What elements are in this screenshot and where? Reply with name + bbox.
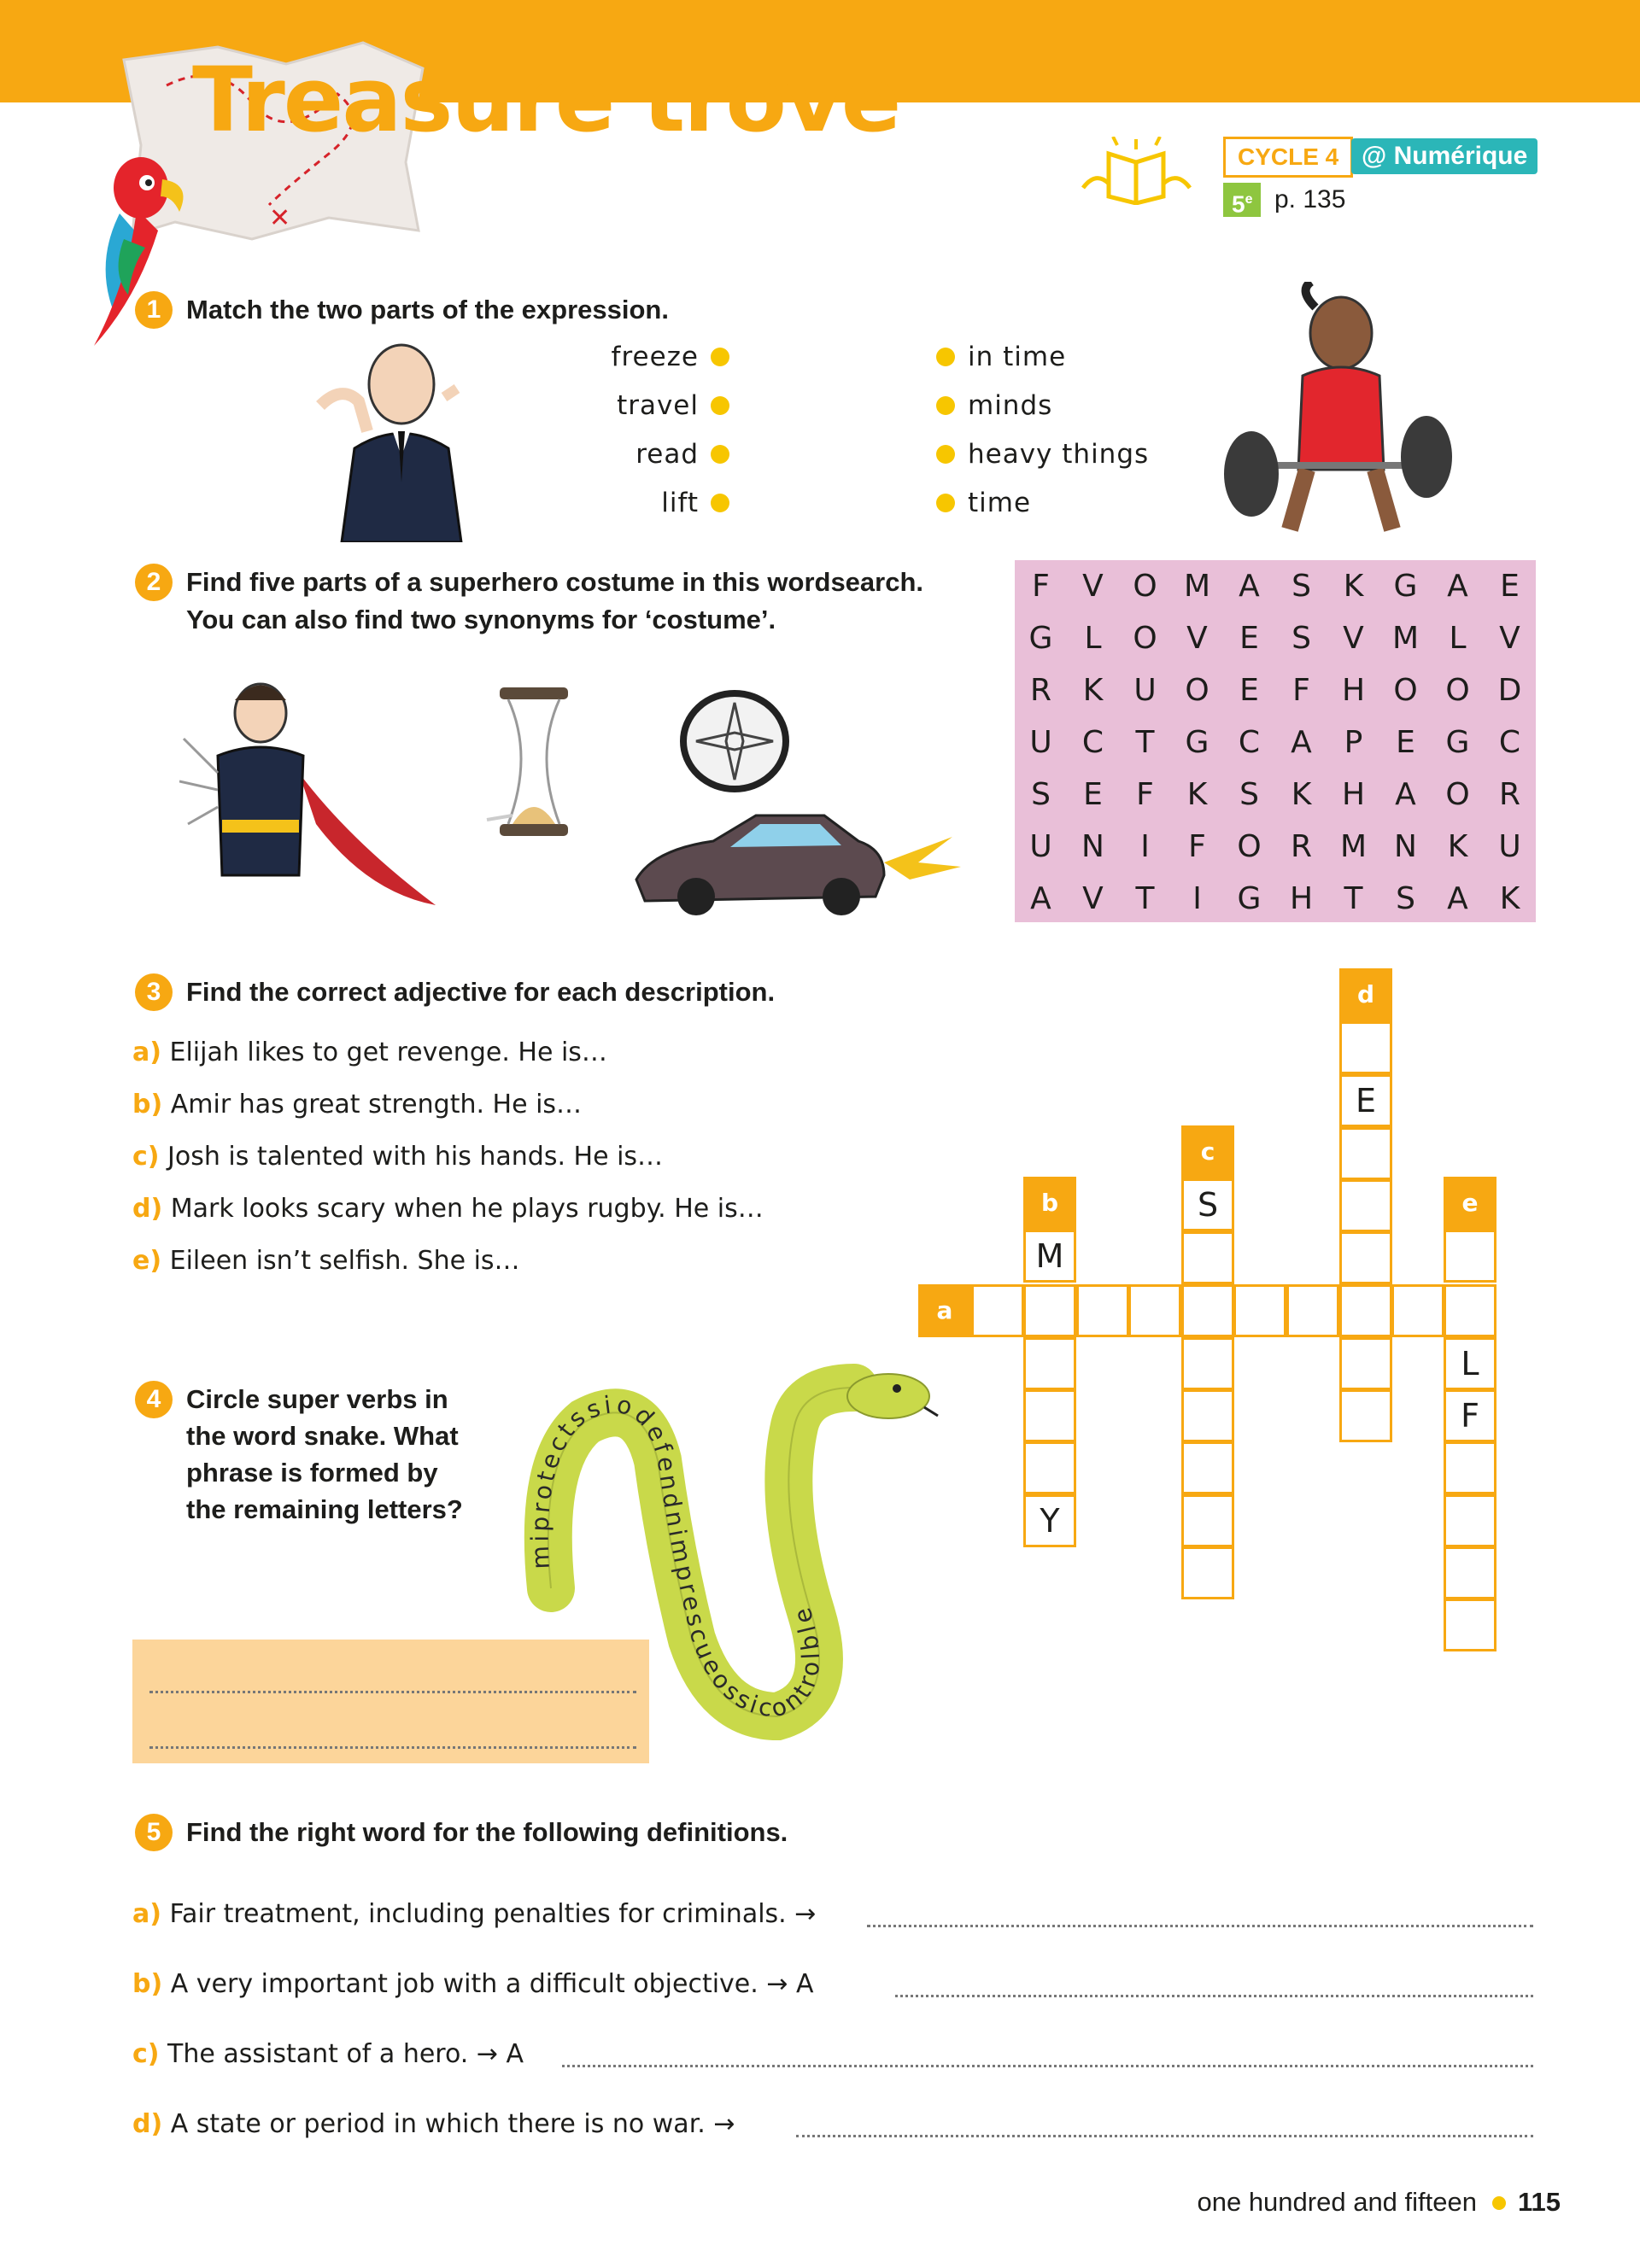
wordsearch-cell[interactable]: V — [1082, 881, 1104, 916]
match-dot-left-3[interactable] — [711, 445, 729, 464]
exercise-number-1: 1 — [135, 291, 173, 329]
wordsearch-cell[interactable]: E — [1239, 621, 1259, 656]
wordsearch-cell[interactable]: S — [1292, 621, 1311, 656]
wordsearch-row — [1015, 716, 1536, 769]
crossword-cell[interactable] — [1444, 1599, 1496, 1651]
page-title: Treasure trove — [192, 48, 900, 152]
wordsearch-cell[interactable]: G — [1028, 621, 1053, 656]
wordsearch-cell[interactable]: M — [1183, 569, 1211, 604]
wordsearch-cell[interactable]: K — [1447, 829, 1468, 864]
crossword-cell[interactable] — [1181, 1546, 1234, 1599]
match-right-1: in time — [968, 342, 1067, 372]
match-dot-left-2[interactable] — [711, 396, 729, 415]
match-right-4: time — [968, 488, 1032, 518]
item-text: The assistant of a hero. → A — [167, 2039, 524, 2069]
hourglass-illustration — [461, 687, 589, 837]
wordsearch-cell[interactable]: N — [1081, 829, 1104, 864]
wordsearch-cell[interactable]: G — [1445, 725, 1470, 760]
reading-book-icon — [1075, 137, 1198, 205]
crossword-cell[interactable] — [1128, 1284, 1181, 1337]
exercise-5-item-d — [132, 2106, 735, 2143]
exercise-number-3: 3 — [135, 973, 173, 1011]
level-badge — [1223, 183, 1261, 217]
wordsearch-cell[interactable]: R — [1498, 777, 1520, 812]
wordsearch-cell[interactable]: H — [1341, 777, 1366, 812]
crossword-cell[interactable] — [1444, 1284, 1496, 1337]
wordsearch-row — [1015, 664, 1536, 716]
digital-link-badge[interactable]: @ Numérique — [1351, 138, 1538, 174]
exercise-number-4: 4 — [135, 1381, 173, 1418]
wordsearch-cell[interactable]: E — [1239, 673, 1259, 708]
wordsearch-cell[interactable]: F — [1292, 673, 1310, 708]
crossword-cell[interactable]: F — [1444, 1389, 1496, 1442]
match-dot-right-2[interactable] — [936, 396, 955, 415]
crossword-cell[interactable] — [1339, 1127, 1392, 1180]
wordsearch-cell[interactable]: S — [1292, 569, 1311, 604]
crossword-cell[interactable] — [1023, 1284, 1076, 1337]
wordsearch-cell[interactable]: I — [1140, 829, 1150, 864]
wordsearch-cell[interactable]: R — [1290, 829, 1312, 864]
word-snake-letters: miprotectssiodefendnimprescueossicontrolble — [525, 1389, 826, 1723]
item-letter: d) — [132, 1194, 163, 1224]
wordsearch-cell[interactable]: K — [1499, 881, 1520, 916]
crossword-label-d: d — [1339, 968, 1392, 1021]
crossword-cell[interactable]: Y — [1023, 1494, 1076, 1547]
level-number: 5 — [1232, 190, 1245, 218]
item-letter: c) — [132, 1142, 160, 1172]
wordsearch-cell[interactable]: A — [1030, 881, 1051, 916]
exercise-3-item-b — [132, 1088, 582, 1122]
crossword-cell[interactable] — [1339, 1179, 1392, 1232]
wordsearch-cell[interactable]: F — [1136, 777, 1154, 812]
wordsearch-cell[interactable]: T — [1135, 725, 1155, 760]
exercise-5-item-a — [132, 1896, 816, 1933]
match-left-2: travel — [617, 390, 699, 421]
match-left-4: lift — [661, 488, 699, 518]
match-dot-left-1[interactable] — [711, 348, 729, 366]
crossword-cell[interactable] — [1076, 1284, 1129, 1337]
crossword-cell[interactable] — [1339, 1021, 1392, 1074]
item-text: Elijah likes to get revenge. He is… — [169, 1038, 607, 1067]
exercise-1-instruction: Match the two parts of the expression. — [186, 295, 669, 324]
wordsearch-cell[interactable]: H — [1341, 673, 1366, 708]
item-letter: e) — [132, 1246, 162, 1276]
wordsearch-cell[interactable]: K — [1082, 673, 1104, 708]
wordsearch-cell[interactable]: V — [1186, 621, 1208, 656]
wordsearch-cell[interactable]: A — [1395, 777, 1416, 812]
item-text: A state or period in which there is no war. → — [170, 2109, 735, 2139]
crossword-cell[interactable] — [1023, 1389, 1076, 1442]
item-letter: c) — [132, 2039, 160, 2069]
svg-text:✕: ✕ — [269, 203, 291, 233]
wordsearch-cell[interactable]: I — [1192, 881, 1202, 916]
crossword-cell[interactable] — [1181, 1337, 1234, 1390]
exercise-5-instruction: Find the right word for the following definitions. — [186, 1817, 788, 1847]
wordsearch-row — [1015, 873, 1536, 925]
wordsearch-cell[interactable]: E — [1083, 777, 1103, 812]
wordsearch-cell[interactable]: A — [1291, 725, 1312, 760]
wordsearch-cell[interactable]: M — [1391, 621, 1420, 656]
page-reference: p. 135 — [1274, 185, 1346, 213]
page-footer — [1197, 2183, 1561, 2221]
wordsearch-cell[interactable]: A — [1447, 881, 1468, 916]
time-machine-car-illustration — [628, 803, 961, 918]
crossword-cell[interactable] — [1339, 1231, 1392, 1284]
wordsearch-cell[interactable]: K — [1343, 569, 1364, 604]
crossword-cell[interactable]: S — [1181, 1178, 1234, 1231]
crossword-cell[interactable] — [1444, 1494, 1496, 1547]
exercise-5-item-c — [132, 2036, 524, 2073]
exercise-number-2: 2 — [135, 564, 173, 601]
wordsearch-cell[interactable]: K — [1186, 777, 1208, 812]
wordsearch-cell[interactable]: P — [1344, 725, 1363, 760]
wordsearch-cell[interactable]: S — [1396, 881, 1415, 916]
item-text: Josh is talented with his hands. He is… — [167, 1142, 664, 1172]
crossword-cell[interactable] — [1023, 1441, 1076, 1494]
wordsearch-cell[interactable]: O — [1445, 777, 1470, 812]
superhero-illustration — [179, 670, 436, 909]
wordsearch-cell[interactable]: O — [1185, 673, 1210, 708]
match-dot-right-4[interactable] — [936, 494, 955, 512]
answer-box[interactable] — [132, 1640, 649, 1763]
crossword-cell[interactable] — [1444, 1441, 1496, 1494]
exercise-2-instruction-line1: Find five parts of a superhero costume in this wordsearch. — [186, 567, 924, 597]
wordsearch-cell[interactable]: U — [1133, 673, 1157, 708]
wordsearch-cell[interactable]: C — [1238, 725, 1261, 760]
wordsearch-cell[interactable]: S — [1031, 777, 1051, 812]
compass-medallion-illustration — [679, 690, 790, 792]
wordsearch-row — [1015, 769, 1536, 821]
wordsearch-cell[interactable]: V — [1343, 621, 1364, 656]
page-number: 115 — [1517, 2187, 1561, 2217]
item-letter: a) — [132, 1038, 161, 1067]
crossword-label-c: c — [1181, 1125, 1234, 1178]
match-dot-left-4[interactable] — [711, 494, 729, 512]
match-dot-right-3[interactable] — [936, 445, 955, 464]
wordsearch-cell[interactable]: D — [1497, 673, 1522, 708]
exercise-number-5: 5 — [135, 1814, 173, 1851]
footer-dot-icon — [1492, 2196, 1506, 2210]
item-text: Eileen isn’t selfish. She is… — [169, 1246, 520, 1276]
crossword-cell[interactable] — [1181, 1231, 1234, 1284]
wordsearch-cell[interactable]: V — [1499, 621, 1520, 656]
wordsearch-cell[interactable]: E — [1396, 725, 1415, 760]
wordsearch-cell[interactable]: O — [1133, 569, 1157, 604]
weightlifter-illustration — [1213, 282, 1456, 538]
answer-line-5c[interactable] — [562, 2065, 1533, 2067]
item-text: A very important job with a difficult objective. → A — [170, 1969, 814, 1999]
wordsearch-cell[interactable]: G — [1237, 881, 1262, 916]
wordsearch-cell[interactable]: U — [1029, 725, 1052, 760]
item-letter: b) — [132, 1090, 163, 1119]
exercise-4-instruction-line3: phrase is formed by — [186, 1458, 438, 1488]
crossword-cell[interactable] — [971, 1284, 1024, 1337]
crossword-cell[interactable]: E — [1339, 1074, 1392, 1127]
cycle-badge: CYCLE 4 — [1223, 137, 1353, 178]
crossword-cell[interactable] — [1391, 1284, 1444, 1337]
exercise-3-instruction: Find the correct adjective for each description. — [186, 977, 776, 1007]
crossword-cell[interactable]: L — [1444, 1337, 1496, 1390]
crossword-cell[interactable] — [1339, 1337, 1392, 1390]
answer-line-1[interactable] — [149, 1691, 636, 1693]
match-left-1: freeze — [611, 342, 699, 372]
crossword-cell[interactable] — [1181, 1494, 1234, 1547]
item-text: Amir has great strength. He is… — [170, 1090, 583, 1119]
match-right-3: heavy things — [968, 439, 1150, 470]
crossword-cell[interactable] — [1444, 1230, 1496, 1283]
wordsearch-cell[interactable]: L — [1449, 621, 1467, 656]
wordsearch-cell[interactable]: G — [1393, 569, 1418, 604]
wordsearch-row — [1015, 612, 1536, 664]
wordsearch-cell[interactable]: O — [1393, 673, 1418, 708]
wordsearch-cell[interactable]: F — [1032, 569, 1050, 604]
wordsearch-cell[interactable]: A — [1447, 569, 1468, 604]
page-number-words: one hundred and fifteen — [1197, 2187, 1477, 2217]
item-letter: d) — [132, 2109, 163, 2139]
item-letter: b) — [132, 1969, 163, 1999]
wordsearch-cell[interactable]: O — [1445, 673, 1470, 708]
wordsearch-cell[interactable]: C — [1498, 725, 1521, 760]
exercise-2-instruction-line2: You can also find two synonyms for ‘costume’. — [186, 605, 776, 634]
wordsearch-cell[interactable]: A — [1239, 569, 1260, 604]
wordsearch-cell[interactable]: F — [1188, 829, 1206, 864]
wordsearch-cell[interactable]: G — [1185, 725, 1210, 760]
wordsearch-cell[interactable]: E — [1500, 569, 1520, 604]
exercise-3-item-e — [132, 1244, 520, 1278]
answer-line-5d[interactable] — [796, 2135, 1533, 2137]
wordsearch-cell[interactable]: U — [1029, 829, 1052, 864]
wordsearch-cell[interactable]: H — [1289, 881, 1314, 916]
crossword-label-e: e — [1444, 1177, 1496, 1230]
crossword-cell[interactable] — [1181, 1441, 1234, 1494]
exercise-3-item-d — [132, 1192, 764, 1226]
wordsearch-cell[interactable]: M — [1339, 829, 1368, 864]
crossword-cell[interactable]: M — [1023, 1230, 1076, 1283]
crossword-label-a: a — [918, 1284, 971, 1337]
item-text: Mark looks scary when he plays rugby. He is… — [170, 1194, 764, 1224]
wordsearch-cell[interactable]: L — [1084, 621, 1102, 656]
exercise-4-instruction-line1: Circle super verbs in — [186, 1384, 448, 1414]
crossword-cell[interactable] — [1023, 1337, 1076, 1390]
crossword-cell[interactable] — [1233, 1284, 1286, 1337]
exercise-3-item-c — [132, 1140, 663, 1174]
item-letter: a) — [132, 1899, 161, 1929]
crossword-cell[interactable] — [1444, 1546, 1496, 1599]
crossword-cell[interactable] — [1181, 1389, 1234, 1442]
wordsearch-cell[interactable]: C — [1081, 725, 1104, 760]
wordsearch-cell[interactable]: V — [1082, 569, 1104, 604]
crossword-cell[interactable] — [1181, 1284, 1234, 1337]
exercise-5-item-b — [132, 1966, 814, 2003]
wordsearch-cell[interactable]: O — [1133, 621, 1157, 656]
crossword-cell[interactable] — [1339, 1389, 1392, 1442]
crossword-cell[interactable] — [1286, 1284, 1339, 1337]
answer-line-5b[interactable] — [895, 1995, 1533, 1997]
level-suffix: e — [1245, 192, 1253, 207]
wordsearch-cell[interactable]: O — [1237, 829, 1262, 864]
wordsearch-cell[interactable]: K — [1291, 777, 1312, 812]
wordsearch-cell[interactable]: N — [1394, 829, 1417, 864]
wordsearch-cell[interactable]: S — [1239, 777, 1259, 812]
bald-man-illustration — [308, 337, 491, 542]
wordsearch-cell[interactable]: T — [1344, 881, 1363, 916]
exercise-4-instruction-line4: the remaining letters? — [186, 1494, 463, 1524]
wordsearch-cell[interactable]: R — [1029, 673, 1051, 708]
wordsearch-cell[interactable]: T — [1135, 881, 1155, 916]
wordsearch-grid[interactable] — [1015, 560, 1536, 922]
exercise-4-instruction-line2: the word snake. What — [186, 1421, 459, 1451]
wordsearch-row — [1015, 821, 1536, 873]
answer-line-2[interactable] — [149, 1746, 636, 1749]
match-left-3: read — [636, 439, 699, 470]
match-dot-right-1[interactable] — [936, 348, 955, 366]
answer-line-5a[interactable] — [867, 1925, 1533, 1927]
exercise-3-item-a — [132, 1036, 607, 1070]
match-right-2: minds — [968, 390, 1053, 421]
item-text: Fair treatment, including penalties for criminals. → — [169, 1899, 817, 1929]
crossword-cell[interactable] — [1339, 1284, 1392, 1337]
wordsearch-cell[interactable]: U — [1498, 829, 1521, 864]
wordsearch-row — [1015, 560, 1536, 612]
crossword-label-b: b — [1023, 1177, 1076, 1230]
